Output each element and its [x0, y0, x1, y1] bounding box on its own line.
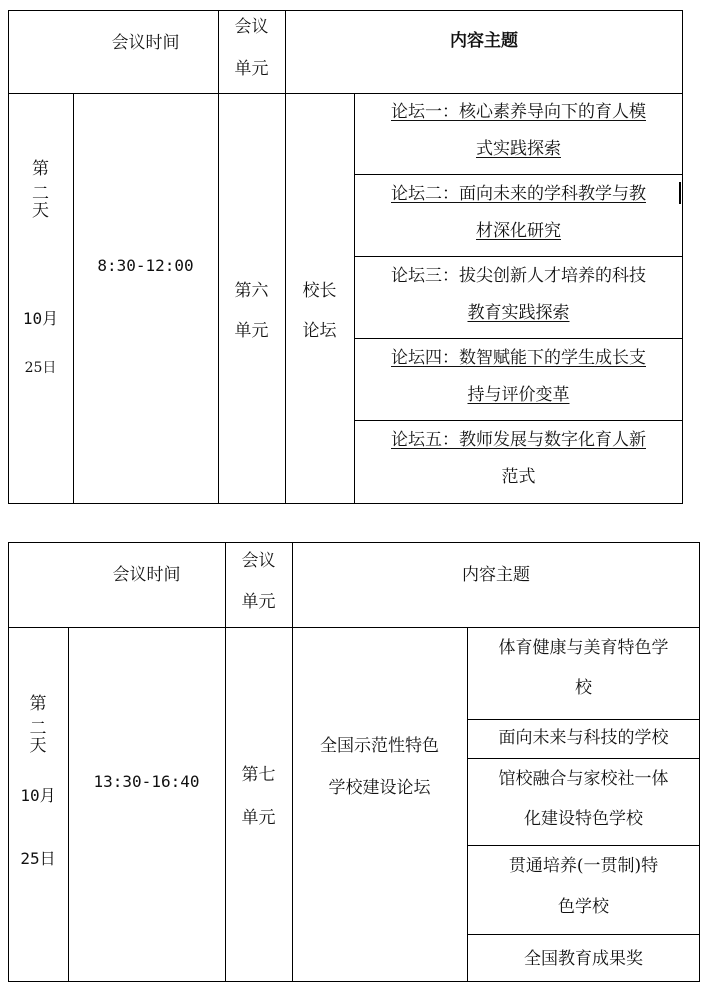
- table1-category-line1: 校长: [302, 281, 337, 301]
- table2-topic-4-line1: 贯通培养(一贯制)特: [508, 856, 659, 876]
- table2-topic-divider-3: [467, 845, 700, 846]
- table1-unit-line1: 第六: [234, 281, 269, 301]
- table1-time-range: 8:30-12:00: [97, 256, 194, 275]
- table2-category-line1: 全国示范性特色: [320, 736, 439, 756]
- table1-header-unit-line2: 单元: [234, 59, 269, 79]
- table1-forum-2-line1: 论坛二：面向未来的学科教学与教: [391, 184, 646, 204]
- table2-topic-1-line1: 体育健康与美育特色学: [498, 638, 669, 658]
- table1-forum-1-line1: 论坛一：核心素养导向下的育人模: [391, 102, 646, 122]
- table1-col-divider-day: [73, 93, 74, 504]
- table2-month: 10月: [20, 786, 56, 805]
- table1-month: 10月: [22, 309, 59, 328]
- table1-day-line2: 二: [32, 184, 49, 204]
- table2-day-line3: 天: [29, 736, 47, 756]
- table2-topic-3-line2: 化建设特色学校: [524, 809, 643, 829]
- table1-forum-4-line2: 持与评价变革: [467, 385, 570, 405]
- table2-unit-line1: 第七: [241, 765, 276, 785]
- table2-category-line2: 学校建设论坛: [328, 778, 431, 798]
- table2-date: 25日: [20, 849, 56, 868]
- table1-date: 25日: [24, 360, 57, 376]
- table1-forum-3-line1: 论坛三：拔尖创新人才培养的科技: [391, 266, 646, 286]
- table2-topic-3-line1: 馆校融合与家校社一体: [498, 769, 669, 789]
- table1-unit-line2: 单元: [234, 321, 269, 341]
- table1-day-line3: 天: [32, 201, 49, 221]
- table1-day-line1: 第: [32, 159, 49, 179]
- table1-header-topic: 内容主题: [450, 31, 518, 51]
- table2-topic-5-line1: 全国教育成果奖: [524, 949, 643, 969]
- table1-col-divider-unit: [285, 10, 286, 504]
- table2-topic-divider-2: [467, 758, 700, 759]
- table1-forum-4-line1: 论坛四：数智赋能下的学生成长支: [391, 348, 646, 368]
- table1-header-unit-line1: 会议: [234, 17, 269, 37]
- table2-header-time: 会议时间: [112, 565, 181, 585]
- table2-header-topic: 内容主题: [462, 565, 530, 585]
- table1-forum-2-line2: 材深化研究: [476, 221, 561, 241]
- table2-unit-line2: 单元: [241, 808, 276, 828]
- table2-time-range: 13:30-16:40: [93, 772, 200, 791]
- table2-header-unit-line1: 会议: [241, 551, 276, 571]
- table1-header-time: 会议时间: [111, 33, 180, 53]
- table2-topic-4-line2: 色学校: [558, 897, 609, 917]
- table1-forum-1-line2: 式实践探索: [476, 139, 561, 159]
- table1-category-line2: 论坛: [302, 321, 337, 341]
- table1-forum-3-line2: 教育实践探索: [467, 303, 570, 323]
- table2-header-unit-line2: 单元: [241, 592, 276, 612]
- table2-topic-divider-4: [467, 934, 700, 935]
- table2-day-line2: 二: [29, 719, 47, 739]
- table2-topic-2-line1: 面向未来与科技的学校: [498, 728, 669, 748]
- table2-header-divider: [8, 627, 700, 628]
- table1-forum-5-line2: 范式: [501, 467, 536, 487]
- table2-day-line1: 第: [29, 694, 47, 714]
- table1-forum-5-line1: 论坛五：教师发展与数字化育人新: [391, 430, 646, 450]
- table2-col-divider-day: [68, 627, 69, 982]
- table2-topic-1-line2: 校: [575, 678, 592, 698]
